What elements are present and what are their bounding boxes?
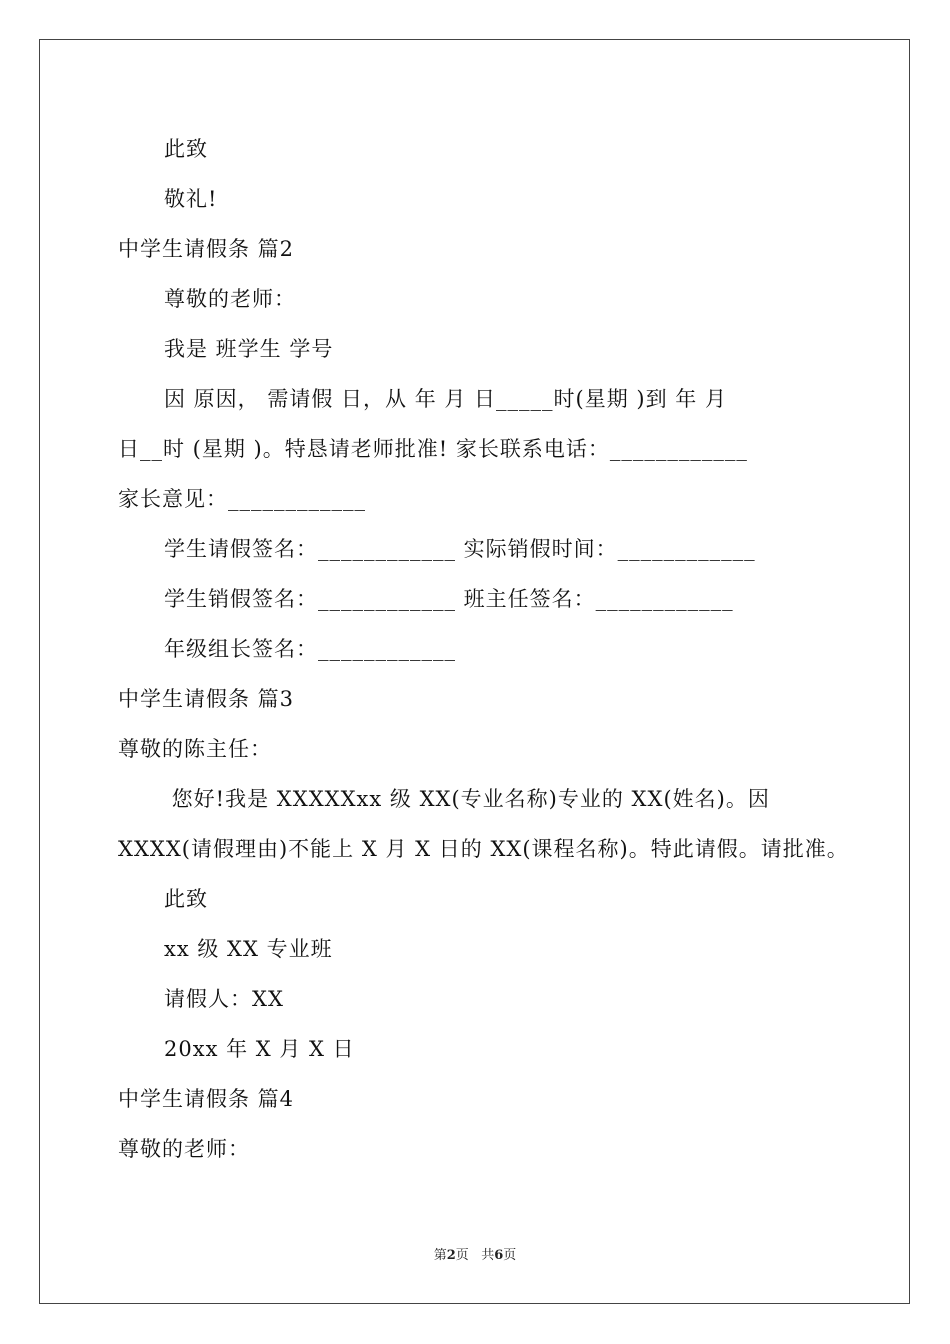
sender-line: 请假人：XX	[164, 987, 284, 1011]
closing-line: 此致	[164, 887, 208, 911]
date-line: 20xx 年 X 月 X 日	[164, 1037, 355, 1061]
body-line: 日__时 (星期 )。特恳请老师批准! 家长联系电话：____________	[118, 437, 748, 461]
sender-line: xx 级 XX 专业班	[164, 937, 333, 961]
greeting-line: 尊敬的陈主任：	[118, 737, 272, 761]
total-pages: 6	[494, 1248, 504, 1263]
section-heading: 中学生请假条 篇3	[118, 687, 295, 711]
page-suffix: 页	[455, 1248, 469, 1263]
greeting-line: 尊敬的老师：	[118, 1137, 250, 1161]
total-prefix: 共	[481, 1248, 495, 1263]
body-line: 家长意见：____________	[118, 487, 366, 511]
body-line: 因 原因， 需请假 日，从 年 月 日_____时(星期 )到 年 月	[164, 387, 727, 411]
body-line: 我是 班学生 学号	[164, 337, 334, 361]
signature-line: 学生销假签名：____________ 班主任签名：____________	[164, 587, 734, 611]
section-heading: 中学生请假条 篇2	[118, 237, 295, 261]
body-line: 您好!我是 XXXXXxx 级 XX(专业名称)专业的 XX(姓名)。因	[164, 787, 770, 811]
page-frame	[39, 39, 910, 1304]
page-number: 2	[446, 1248, 456, 1263]
greeting-line: 尊敬的老师：	[164, 287, 296, 311]
page-footer	[0, 1248, 950, 1264]
page-prefix: 第	[433, 1248, 447, 1263]
total-suffix: 页	[503, 1248, 517, 1263]
signature-line: 年级组长签名：____________	[164, 637, 456, 661]
closing-line: 此致	[164, 137, 208, 161]
body-line: XXXX(请假理由)不能上 X 月 X 日的 XX(课程名称)。特此请假。请批准。	[118, 837, 849, 861]
salutation-line: 敬礼!	[164, 187, 218, 211]
section-heading: 中学生请假条 篇4	[118, 1087, 295, 1111]
signature-line: 学生请假签名：____________ 实际销假时间：____________	[164, 537, 756, 561]
